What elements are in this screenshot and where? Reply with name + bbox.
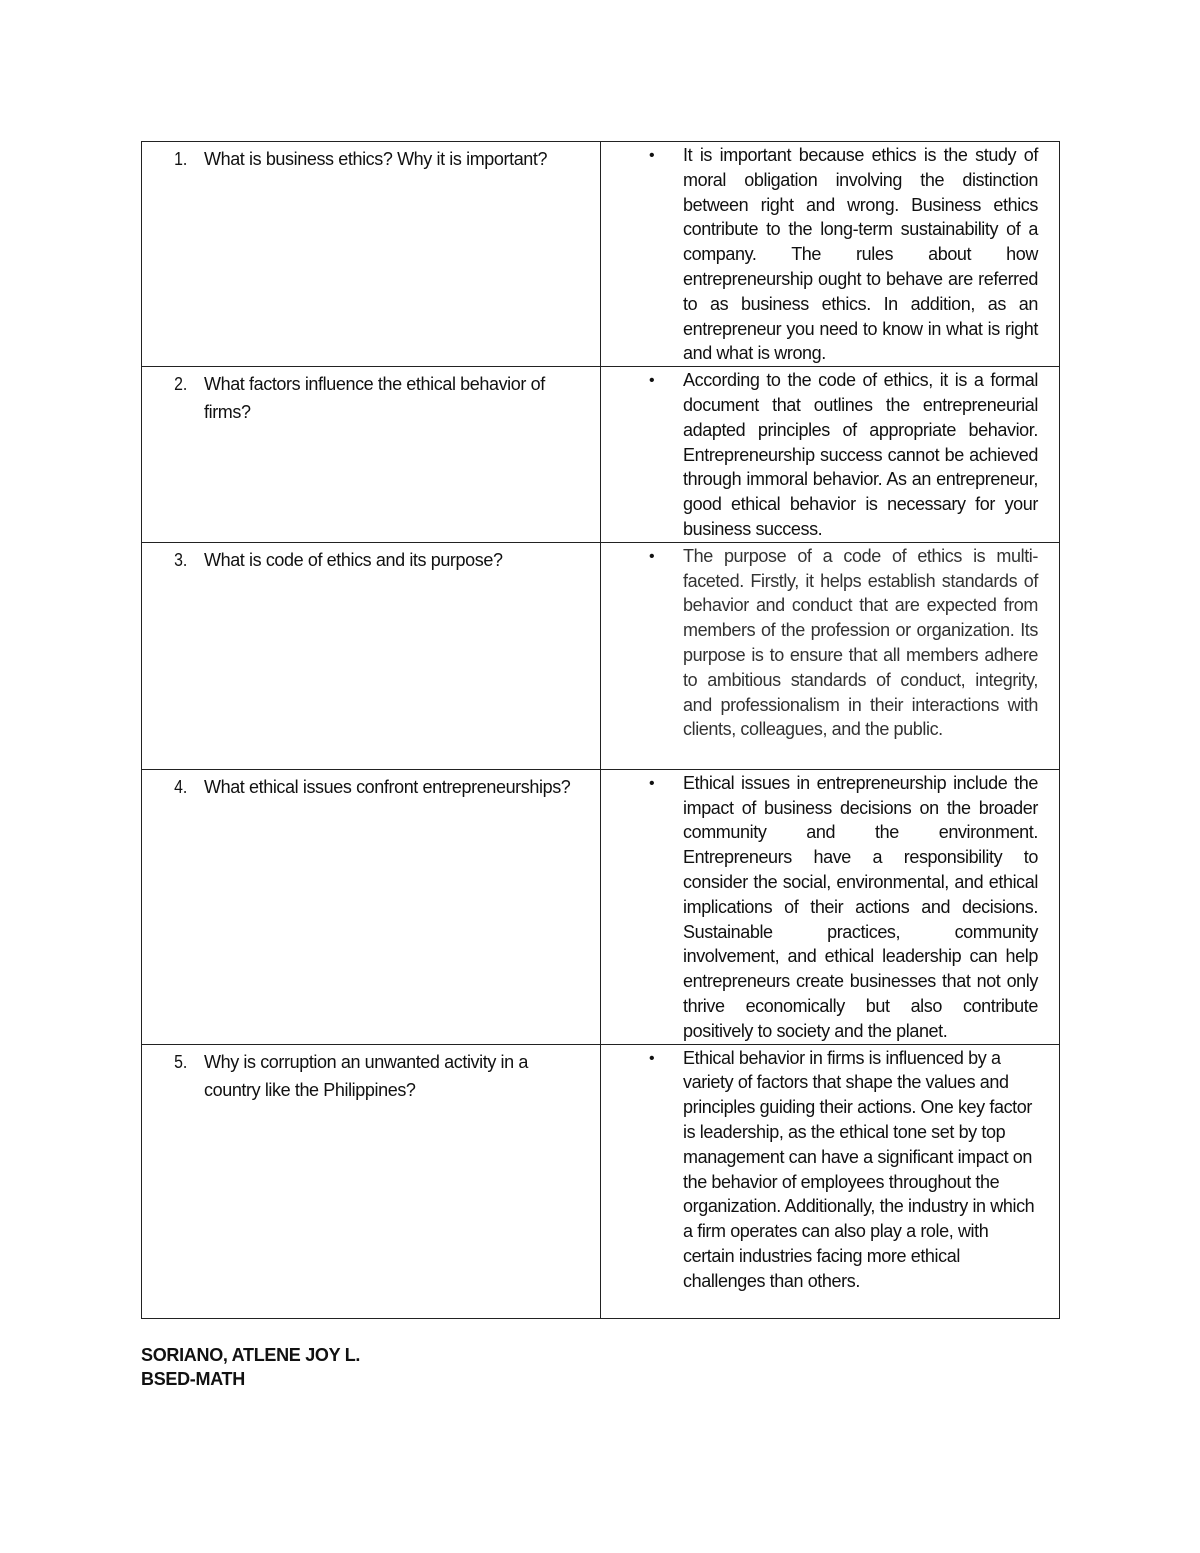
question-text: What is code of ethics and its purpose?	[204, 549, 503, 570]
qa-table	[141, 141, 1060, 1319]
question-text: Why is corruption an unwanted activity in a country like the Philippines?	[204, 1051, 528, 1100]
answer-cell	[601, 367, 1060, 543]
question-number: 1.	[174, 149, 188, 169]
question-text: What is business ethics? Why it is important?	[204, 149, 548, 169]
bullet-icon: •	[649, 147, 655, 164]
question-cell	[142, 142, 601, 367]
bullet-icon: •	[649, 547, 655, 565]
question-text: What factors influence the ethical behavior of firms?	[204, 374, 545, 423]
bullet-icon: •	[649, 774, 655, 792]
answer-cell	[601, 769, 1060, 1044]
table-row	[142, 142, 1060, 367]
question-cell	[142, 1044, 601, 1318]
table-row	[142, 542, 1060, 769]
bullet-icon: •	[649, 372, 655, 390]
author-program: BSED-MATH	[141, 1369, 245, 1389]
table-row	[142, 367, 1060, 543]
answer-text: According to the code of ethics, it is a formal document that outlines the entrepreneurial adapted principles of appropriate behavior. Entrepreneurship success cannot be achieved through immoral behavior. As an entrepreneur, good ethical behavior is necessary for your business success.	[683, 370, 1038, 539]
question-text: What ethical issues confront entrepreneurships?	[204, 776, 571, 797]
table-row	[142, 769, 1060, 1044]
answer-cell	[601, 1044, 1060, 1318]
answer-cell	[601, 142, 1060, 367]
question-number: 5.	[174, 1051, 188, 1072]
answer-text: Ethical behavior in firms is influenced by a variety of factors that shape the values and principles guiding their actions. One key factor is leadership, as the ethical tone set by top management can have a significant impact on the behavior of employees throughout the organization. Additionally, the industry in which a firm operates can also play a role, with certain industries facing more ethical challenges than others.	[683, 1047, 1035, 1291]
author-block	[141, 1343, 360, 1391]
author-name: SORIANO, ATLENE JOY L.	[141, 1345, 361, 1365]
question-cell	[142, 367, 601, 543]
answer-text: Ethical issues in entrepreneurship include the impact of business decisions on the broader community and the environment. Entrepreneurs have a responsibility to consider the social, environmental, and ethical implications of their actions and decisions. Sustainable practices, community involvement, and ethical leadership can help entrepreneurs create businesses that not only thrive economically but also contribute positively to society and the planet.	[683, 772, 1038, 1041]
answer-text: The purpose of a code of ethics is multi-faceted. Firstly, it helps establish standards of behavior and conduct that are expected from members of the profession or organization. Its purpose is to ensure that all members adhere to ambitious standards of conduct, integrity, and professionalism in their interactions with clients, colleagues, and the public.	[683, 545, 1038, 740]
question-number: 3.	[174, 549, 188, 570]
question-number: 2.	[174, 374, 188, 395]
question-cell	[142, 769, 601, 1044]
table-row	[142, 1044, 1060, 1318]
answer-text: It is important because ethics is the study of moral obligation involving the distinction between right and wrong. Business ethics contribute to the long-term sustainability of a company. The rules about how entrepreneurship ought to behave are referred to as business ethics. In addition, as an entrepreneur you need to know in what is right and what is wrong.	[683, 145, 1038, 364]
question-cell	[142, 542, 601, 769]
bullet-icon: •	[649, 1049, 655, 1067]
answer-cell	[601, 542, 1060, 769]
question-number: 4.	[174, 776, 188, 797]
